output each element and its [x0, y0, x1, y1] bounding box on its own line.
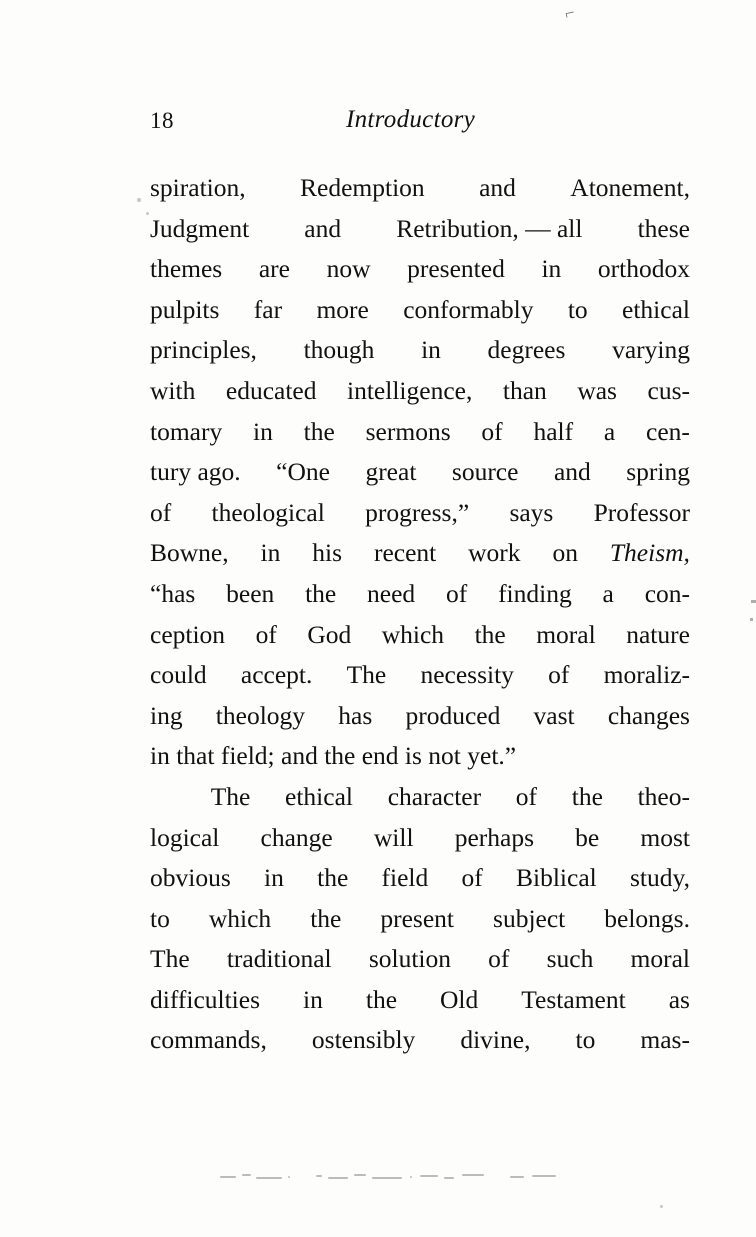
word: and — [479, 173, 516, 202]
scan-edge-tick — [751, 600, 756, 603]
word: ing — [150, 700, 183, 730]
word: pulpits — [150, 294, 220, 324]
text-line — [150, 249, 690, 290]
text-line — [150, 533, 690, 574]
word: to — [150, 903, 170, 933]
word: in — [421, 335, 441, 365]
word: progress,” — [365, 497, 470, 527]
word: theo- — [637, 781, 690, 811]
word: The — [150, 944, 190, 974]
word: ception — [150, 619, 226, 649]
word: cus- — [647, 375, 690, 405]
word: field — [381, 863, 429, 893]
word: solution — [368, 944, 451, 974]
word: in — [264, 863, 284, 893]
text-line — [150, 493, 690, 534]
running-title: Introductory — [346, 106, 476, 133]
scan-edge-tick — [750, 618, 753, 621]
word: in — [541, 254, 562, 284]
word: far — [253, 294, 283, 324]
word: though — [303, 335, 375, 365]
word: says — [509, 497, 554, 527]
word: The — [346, 660, 387, 690]
word: could — [150, 660, 207, 690]
word: sermons — [365, 416, 451, 446]
word: character — [387, 781, 482, 811]
text-line — [150, 290, 690, 331]
word: the — [310, 903, 342, 933]
word: in that field; and the end is not yet.” — [150, 741, 517, 771]
text-line — [150, 452, 690, 493]
paragraph-indent — [150, 777, 176, 818]
word: themes — [150, 254, 223, 284]
word: of — [446, 578, 468, 608]
word: orthodox — [597, 254, 690, 284]
text-line — [150, 939, 690, 980]
text-line — [150, 777, 690, 818]
word: moral — [630, 944, 690, 974]
word: be — [575, 822, 600, 852]
word: degrees — [487, 335, 566, 365]
text-line — [150, 209, 690, 250]
word: and — [553, 457, 591, 487]
page-header — [150, 108, 690, 142]
word: mas- — [640, 1025, 690, 1055]
word: half — [533, 416, 574, 446]
paragraph — [150, 168, 690, 777]
word: “One — [276, 457, 330, 487]
word: logical — [150, 822, 220, 852]
word: was — [577, 375, 617, 405]
word: the — [317, 863, 349, 893]
word: varying — [612, 335, 690, 365]
word: conformably — [403, 294, 534, 324]
page-top-scan-mark: ⌐ — [562, 2, 577, 24]
text-line — [150, 980, 690, 1021]
text-line — [150, 1020, 690, 1061]
word: spring — [626, 457, 690, 487]
word: work — [468, 538, 521, 568]
text-line — [150, 736, 690, 777]
word: need — [367, 578, 416, 608]
word: The — [210, 781, 251, 811]
word: necessity — [420, 660, 514, 690]
word: nature — [626, 619, 690, 649]
word: a — [603, 416, 616, 446]
word: educated — [225, 375, 317, 405]
word: change — [260, 822, 333, 852]
word: in — [260, 538, 281, 568]
word: difficulties — [150, 984, 261, 1014]
word: more — [316, 294, 369, 324]
word: than — [502, 375, 547, 405]
word: on — [552, 538, 578, 568]
word: accept. — [240, 660, 313, 690]
word: the — [365, 984, 398, 1014]
word: a — [602, 578, 614, 608]
word: subject — [493, 903, 566, 933]
word: divine, — [460, 1025, 531, 1055]
word: and — [304, 213, 342, 243]
word: con- — [644, 578, 690, 608]
word: ethical — [285, 781, 353, 811]
text-line — [150, 615, 690, 656]
word: changes — [607, 700, 690, 730]
scan-speck — [146, 212, 149, 215]
word: of — [150, 497, 172, 527]
word: Redemption — [300, 173, 425, 202]
word: of — [515, 781, 538, 811]
word: in — [253, 416, 273, 446]
word: God — [307, 619, 352, 649]
word: will — [373, 822, 414, 852]
word: finding — [498, 578, 572, 608]
word: in — [303, 984, 323, 1014]
word: these — [637, 213, 690, 243]
word: now — [326, 254, 371, 284]
word: presented — [407, 254, 505, 284]
word: tomary — [150, 416, 223, 446]
word: commands, — [150, 1025, 267, 1055]
word: the — [571, 781, 603, 811]
text-line — [150, 168, 690, 209]
word: “has — [150, 578, 196, 608]
scan-speck — [137, 198, 141, 202]
text-line — [150, 696, 690, 737]
word: the — [474, 619, 506, 649]
text-line — [150, 574, 690, 615]
text-line — [150, 858, 690, 899]
word: theology — [215, 700, 306, 730]
word: produced — [405, 700, 501, 730]
word: Biblical — [516, 863, 597, 893]
word: the — [305, 578, 337, 608]
word: great — [365, 457, 417, 487]
word: are — [258, 254, 290, 284]
page-number: 18 — [150, 108, 174, 133]
word: with — [150, 375, 196, 405]
word: intelligence, — [347, 375, 473, 405]
word: spiration, — [150, 173, 246, 202]
word: tury ago. — [150, 457, 241, 487]
word: to — [575, 1025, 596, 1055]
body-text — [150, 168, 690, 1061]
word: Old — [440, 984, 479, 1014]
text-line — [150, 371, 690, 412]
bottom-scan-artifact — [220, 1168, 560, 1186]
word: his — [312, 538, 343, 568]
word: Professor — [593, 497, 690, 527]
word: of — [548, 660, 570, 690]
word: study, — [629, 863, 690, 893]
scan-speck — [660, 1205, 663, 1208]
word: Judgment — [150, 213, 250, 243]
word: Atonement, — [570, 173, 690, 202]
word: present — [380, 903, 455, 933]
word: which — [381, 619, 445, 649]
word: has — [338, 700, 373, 730]
word: such — [546, 944, 594, 974]
word: ethical — [622, 294, 690, 324]
word: obvious — [150, 863, 231, 893]
word: been — [226, 578, 275, 608]
word: Bowne, — [150, 538, 229, 568]
word: recent — [373, 538, 437, 568]
word: perhaps — [454, 822, 535, 852]
word: of — [481, 416, 503, 446]
word: belongs. — [604, 903, 690, 933]
word: vast — [533, 700, 575, 730]
paragraph — [150, 777, 690, 1061]
word: ostensibly — [311, 1025, 416, 1055]
text-line — [150, 655, 690, 696]
word: traditional — [226, 944, 332, 974]
word: which — [208, 903, 272, 933]
word: cen- — [646, 416, 690, 446]
text-line — [150, 412, 690, 453]
word: moraliz- — [603, 660, 690, 690]
text-line — [150, 818, 690, 859]
word: of — [488, 944, 510, 974]
word: the — [303, 416, 335, 446]
word: of — [461, 863, 483, 893]
text-line — [150, 330, 690, 371]
word: Retribution, — all — [396, 213, 583, 243]
word: of — [255, 619, 277, 649]
word: most — [640, 822, 690, 852]
word: source — [451, 457, 519, 487]
word: Theism, — [609, 538, 690, 568]
text-line — [150, 899, 690, 940]
word: principles, — [150, 335, 257, 365]
word: as — [668, 984, 690, 1014]
word: theological — [211, 497, 325, 527]
word: Testament — [521, 984, 626, 1014]
word: to — [567, 294, 588, 324]
word: moral — [536, 619, 596, 649]
